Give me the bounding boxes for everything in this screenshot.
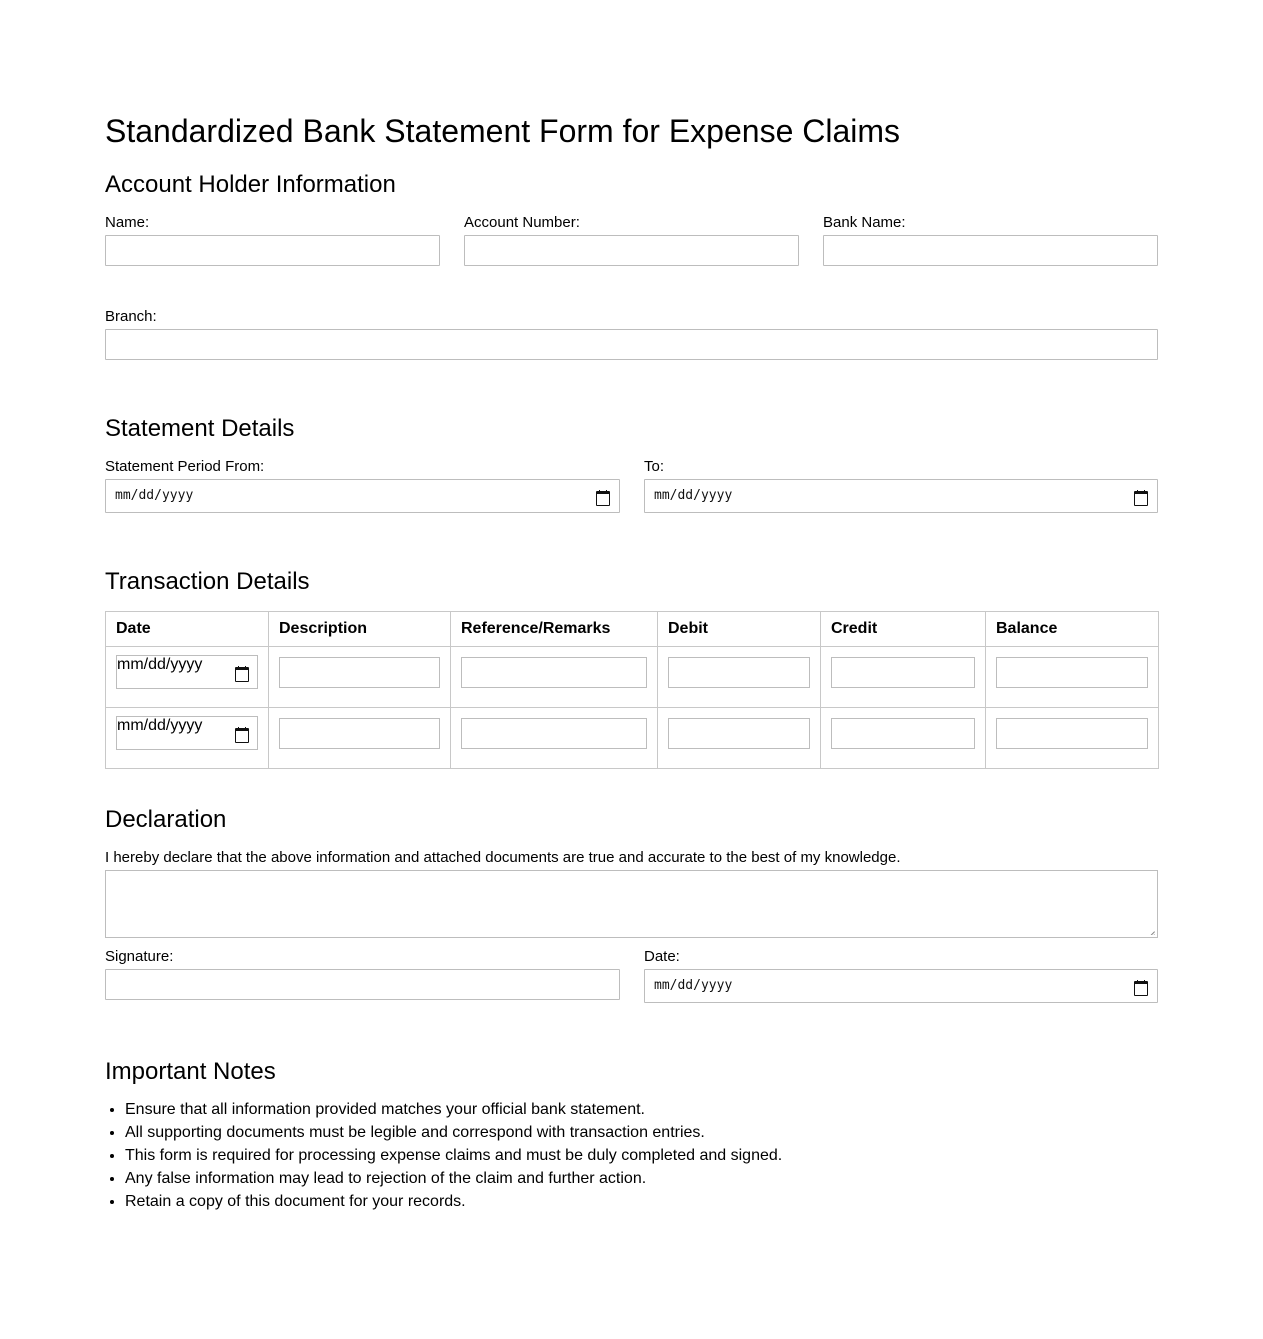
transactions-table <box>105 611 1159 769</box>
balance-input[interactable] <box>996 718 1148 749</box>
column-header-description: Description <box>269 612 451 647</box>
column-header-credit: Credit <box>821 612 986 647</box>
date-placeholder: mm/dd/yyyy <box>117 656 203 673</box>
credit-input[interactable] <box>831 657 975 688</box>
calendar-icon[interactable] <box>235 727 247 739</box>
list-item: • This form is required for processing expense claims and must be duly completed and signed. <box>125 1144 782 1167</box>
debit-input[interactable] <box>668 718 810 749</box>
transaction-date-input[interactable] <box>116 716 258 750</box>
table-cell <box>986 647 1159 708</box>
bank-name-input[interactable] <box>823 235 1158 266</box>
branch-input[interactable] <box>105 329 1158 360</box>
calendar-icon[interactable] <box>235 666 247 678</box>
notes-list <box>105 1098 782 1213</box>
section-heading-declaration: Declaration <box>105 806 227 833</box>
description-input[interactable] <box>279 657 440 688</box>
column-header-balance: Balance <box>986 612 1159 647</box>
section-heading-account: Account Holder Information <box>105 171 396 198</box>
section-heading-transactions: Transaction Details <box>105 568 310 595</box>
transaction-date-input[interactable] <box>116 655 258 689</box>
debit-input[interactable] <box>668 657 810 688</box>
page-title: Standardized Bank Statement Form for Expense Claims <box>105 113 901 149</box>
table-cell <box>658 708 821 769</box>
declaration-statement: I hereby declare that the above information and attached documents are true and accurate to the best of my knowledge. <box>105 849 901 866</box>
description-input[interactable] <box>279 718 440 749</box>
section-heading-statement: Statement Details <box>105 415 295 442</box>
signature-label: Signature: <box>105 948 174 965</box>
account-number-label: Account Number: <box>464 214 580 231</box>
reference-input[interactable] <box>461 657 647 688</box>
table-cell <box>269 708 451 769</box>
table-cell <box>451 708 658 769</box>
credit-input[interactable] <box>831 718 975 749</box>
date-placeholder: mm/dd/yyyy <box>117 717 203 734</box>
column-header-debit: Debit <box>658 612 821 647</box>
table-row <box>106 647 1159 708</box>
reference-input[interactable] <box>461 718 647 749</box>
list-item: • Any false information may lead to rejection of the claim and further action. <box>125 1167 782 1190</box>
statement-from-label: Statement Period From: <box>105 458 265 475</box>
table-row <box>106 708 1159 769</box>
declaration-textarea[interactable] <box>105 870 1158 938</box>
table-cell <box>821 647 986 708</box>
branch-label: Branch: <box>105 308 157 325</box>
section-heading-notes: Important Notes <box>105 1058 276 1085</box>
column-header-date: Date <box>106 612 269 647</box>
table-header-row <box>106 612 1159 647</box>
list-item: • All supporting documents must be legible and correspond with transaction entries. <box>125 1121 782 1144</box>
table-cell <box>451 647 658 708</box>
declaration-date-input[interactable] <box>644 969 1158 1003</box>
resize-grip-icon[interactable] <box>1147 927 1155 935</box>
list-item: • Retain a copy of this document for your records. <box>125 1190 782 1213</box>
table-cell <box>986 708 1159 769</box>
table-cell <box>269 647 451 708</box>
calendar-icon[interactable] <box>1134 980 1146 992</box>
column-header-reference: Reference/Remarks <box>451 612 658 647</box>
calendar-icon[interactable] <box>596 490 608 502</box>
table-cell <box>821 708 986 769</box>
statement-to-date-input[interactable] <box>644 479 1158 513</box>
table-cell <box>658 647 821 708</box>
date-placeholder: mm/dd/yyyy <box>654 488 733 503</box>
date-placeholder: mm/dd/yyyy <box>654 978 733 993</box>
declaration-date-label: Date: <box>644 948 680 965</box>
name-label: Name: <box>105 214 150 231</box>
list-item: • Ensure that all information provided matches your official bank statement. <box>125 1098 782 1121</box>
table-cell <box>106 647 269 708</box>
table-cell <box>106 708 269 769</box>
statement-from-date-input[interactable] <box>105 479 620 513</box>
statement-to-label: To: <box>644 458 665 475</box>
bank-name-label: Bank Name: <box>823 214 906 231</box>
calendar-icon[interactable] <box>1134 490 1146 502</box>
account-number-input[interactable] <box>464 235 799 266</box>
date-placeholder: mm/dd/yyyy <box>115 488 194 503</box>
balance-input[interactable] <box>996 657 1148 688</box>
name-input[interactable] <box>105 235 440 266</box>
signature-input[interactable] <box>105 969 620 1000</box>
